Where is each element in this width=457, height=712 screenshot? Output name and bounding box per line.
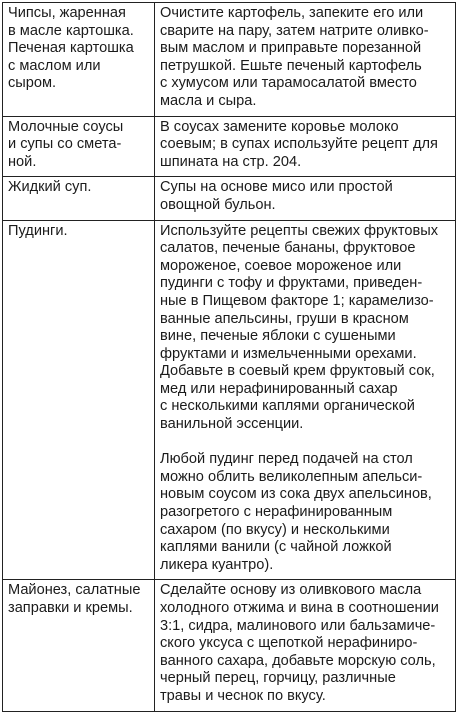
advice-cell: В соусах замените коровье молоко соевым; в супах используйте рецепт для шпината на стр. 204. bbox=[155, 116, 456, 177]
table-row bbox=[3, 580, 456, 711]
advice-paragraph: Любой пудинг перед подачей на стол можно облить великолепным апельси- новым соусом из сока двух апельсинов, разогретого с нерафинированным сахаром (по вкусу) и несколькими каплями ванили (с чайной ложкой ликера куантро). bbox=[160, 451, 432, 573]
table-row bbox=[3, 3, 456, 117]
advice-cell: Супы на основе мисо или простой овощной бульон. bbox=[155, 177, 456, 220]
food-cell: Молочные соусы и супы со смета- ной. bbox=[3, 116, 155, 177]
paragraph-gap bbox=[160, 434, 450, 452]
food-cell: Пудинги. bbox=[3, 220, 155, 580]
food-cell: Майонез, салатные заправки и кремы. bbox=[3, 580, 155, 711]
substitution-table bbox=[2, 2, 456, 712]
food-cell: Жидкий суп. bbox=[3, 177, 155, 220]
table-row bbox=[3, 116, 456, 177]
table-row bbox=[3, 177, 456, 220]
advice-cell: Очистите картофель, запеките его или сварите на пару, затем натрите оливко- вым маслом и приправьте порезанной петрушкой. Ешьте печеный картофель с хумусом или тарамосалатой вместо масла и сыра. bbox=[155, 3, 456, 117]
advice-paragraph: Используйте рецепты свежих фруктовых салатов, печеные бананы, фруктовое мороженое, соевое мороженое или пудинги с тофу и фруктами, приведен- ные в Пищевом факторе 1; карамелизо- ванные апельсины, груши в красном вине, печеные яблоки с сушеными фруктами и измельченными орехами. Добавьте в соевый крем фруктовый сок, мед или нерафинированный сахар с несколькими каплями органической ванильной эссенции. bbox=[160, 222, 439, 433]
advice-cell bbox=[155, 220, 456, 580]
food-cell: Чипсы, жаренная в масле картошка. Печеная картошка с маслом или сыром. bbox=[3, 3, 155, 117]
advice-cell: Сделайте основу из оливкового масла холодного отжима и вина в соотношении 3:1, сидра, малинового или бальзамиче- ского уксуса с щепоткой нерафиниро- ванного сахара, добавьте морскую соль, черный перец, горчицу, различные травы и чеснок по вкусу. bbox=[155, 580, 456, 711]
table-row bbox=[3, 220, 456, 580]
